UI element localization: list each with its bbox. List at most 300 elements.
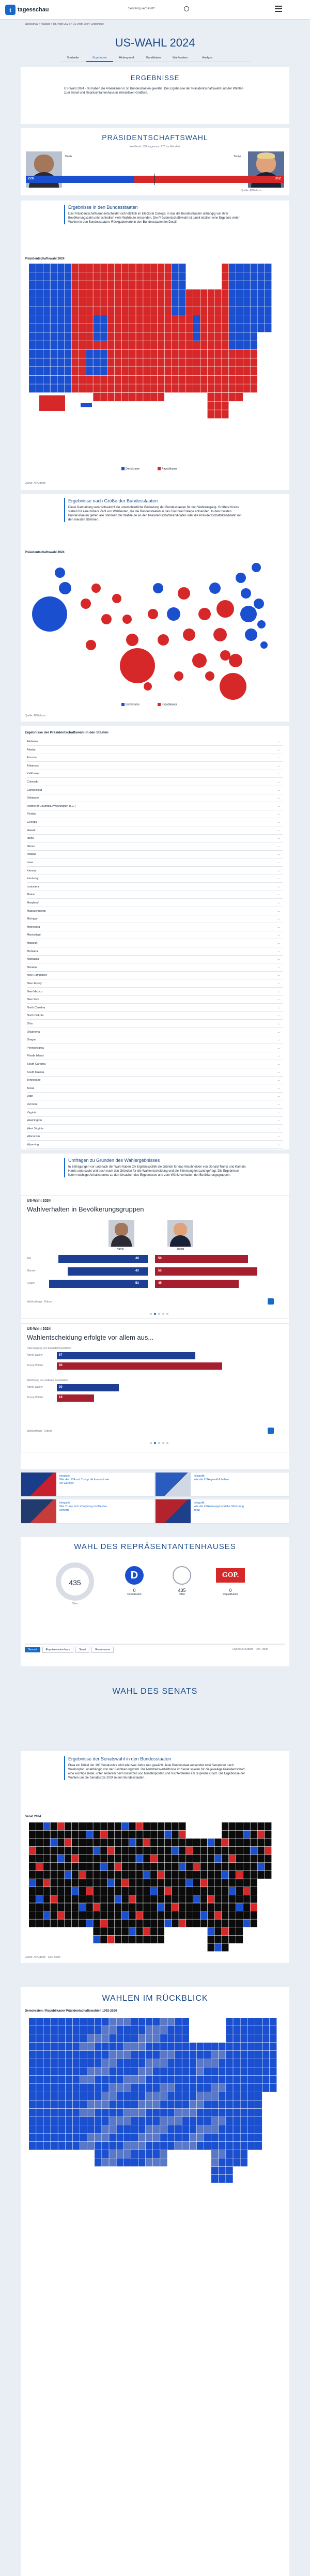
tab-candidates[interactable]: Kandidaten xyxy=(146,56,161,59)
map-tile xyxy=(129,298,136,306)
map-tile xyxy=(179,1855,185,1863)
senate-text: Etwa ein Drittel der 100 Senatssitze wird alle zwei Jahre neu gewählt. Jede Bundesstaat entsendet zwei Senatoren nach Washington, unabhängig von der Bevölkerungszahl. Die Mehrheitsverhältnisse im Senat spielen für die jeweilige Präsidentschaft eine wichtige Rolle, unter anderem beim Besetzen von Ministerposten und Richterstellen am Supreme Court. Die Ergebnisse der Wahlen um die Senatssitze 2024 in den Bundesstaaten. xyxy=(68,1764,245,1780)
state-bubble[interactable] xyxy=(153,583,163,593)
map-tile xyxy=(165,341,172,349)
state-bubble[interactable] xyxy=(192,653,207,668)
state-row[interactable] xyxy=(27,1036,283,1044)
state-bubble[interactable] xyxy=(229,654,242,667)
map-tile xyxy=(36,1831,43,1838)
map-tile xyxy=(102,2051,109,2059)
state-bubble[interactable] xyxy=(101,614,112,624)
state-bubble[interactable] xyxy=(257,620,266,628)
map-tile xyxy=(143,281,150,289)
state-row[interactable] xyxy=(27,883,283,891)
state-bubble[interactable] xyxy=(220,650,230,661)
state-row[interactable] xyxy=(27,1029,283,1036)
map-tile xyxy=(160,2026,167,2034)
pagination-dot[interactable] xyxy=(162,1313,164,1315)
state-row[interactable] xyxy=(27,762,283,770)
state-row[interactable] xyxy=(27,1052,283,1060)
pagination-dot[interactable] xyxy=(166,1313,168,1315)
poll1-row-label: Frauen xyxy=(27,1282,35,1285)
map-tile xyxy=(150,298,157,306)
map-tile xyxy=(51,2076,58,2083)
map-tile xyxy=(165,289,172,298)
state-row[interactable] xyxy=(27,1061,283,1068)
map-tile xyxy=(219,2067,226,2075)
teaser-card[interactable] xyxy=(155,1472,289,1497)
state-row[interactable] xyxy=(27,859,283,867)
map-tile xyxy=(79,1887,86,1895)
state-name: Washington xyxy=(27,1119,42,1123)
house-open-stat: 435 Offen xyxy=(178,1588,186,1596)
map-tile xyxy=(172,281,179,289)
map-tile xyxy=(219,2092,226,2100)
state-row[interactable] xyxy=(27,899,283,907)
map-tile xyxy=(93,341,100,349)
state-row[interactable] xyxy=(27,794,283,802)
pagination-dot[interactable] xyxy=(158,1442,160,1444)
map-tile xyxy=(43,264,50,272)
map-tile xyxy=(182,2026,190,2034)
map-tile xyxy=(165,1920,172,1927)
map-tile xyxy=(240,2051,247,2059)
map1-legend-dem: Demokraten xyxy=(121,467,140,470)
pagination-dot[interactable] xyxy=(154,1313,156,1315)
map-tile xyxy=(124,2117,131,2125)
map-tile xyxy=(100,1911,107,1919)
state-bubble[interactable] xyxy=(241,588,251,599)
map-tile xyxy=(175,2092,182,2100)
map-tile xyxy=(43,341,50,349)
map-tile xyxy=(72,1903,79,1911)
map-tile xyxy=(214,1903,221,1911)
map-tile xyxy=(243,367,250,375)
map-tile xyxy=(214,289,221,298)
trump-electors: 312 xyxy=(275,177,281,180)
state-name: Iowa xyxy=(27,861,33,864)
map-tile xyxy=(262,2067,270,2075)
state-bubble[interactable] xyxy=(252,563,261,572)
map-tile xyxy=(150,1871,157,1879)
map-tile xyxy=(102,2059,109,2067)
state-row[interactable] xyxy=(27,924,283,931)
state-row[interactable] xyxy=(27,940,283,947)
state-row[interactable] xyxy=(27,810,283,818)
map-tile xyxy=(197,2067,204,2075)
state-bubble[interactable] xyxy=(220,673,246,700)
map-tile xyxy=(72,298,79,306)
state-bubble[interactable] xyxy=(32,596,67,632)
map-tile xyxy=(208,367,214,375)
map-tile xyxy=(208,410,214,418)
map-tile xyxy=(100,298,107,306)
map-tile xyxy=(43,2109,51,2117)
map-tile xyxy=(179,332,185,341)
state-bubble[interactable] xyxy=(254,599,264,609)
poll2-value: 67 xyxy=(59,1354,63,1357)
map-tile xyxy=(193,358,200,366)
state-bubble[interactable] xyxy=(178,587,190,600)
map-tile xyxy=(153,2158,160,2166)
map-tile xyxy=(255,2059,262,2067)
tab-start[interactable]: Startseite xyxy=(67,56,79,59)
state-bubble[interactable] xyxy=(122,615,132,624)
state-bubble[interactable] xyxy=(59,582,71,594)
map-tile xyxy=(93,1911,100,1919)
map-tile xyxy=(58,2092,66,2100)
map-tile xyxy=(65,272,71,281)
map-tile xyxy=(226,2134,233,2141)
share-icon-2[interactable] xyxy=(268,1428,274,1434)
search-icon[interactable] xyxy=(184,6,189,11)
map-tile xyxy=(193,384,200,392)
map-tile xyxy=(182,2092,190,2100)
map-tile xyxy=(43,2125,51,2133)
map-tile xyxy=(270,2018,277,2026)
state-row[interactable] xyxy=(27,1004,283,1012)
map-tile xyxy=(251,1895,257,1903)
map-tile xyxy=(255,2076,262,2083)
house-tab[interactable]: Senat xyxy=(75,1647,89,1653)
map-tile xyxy=(136,289,143,298)
state-row[interactable] xyxy=(27,738,283,746)
state-bubble[interactable] xyxy=(112,594,121,603)
state-bubble[interactable] xyxy=(55,568,65,578)
map-tile xyxy=(208,289,214,298)
pagination-dot[interactable] xyxy=(154,1442,156,1444)
map-tile xyxy=(172,324,179,332)
state-bubble[interactable] xyxy=(198,608,211,620)
map-tile xyxy=(43,1863,50,1870)
state-row[interactable] xyxy=(27,843,283,851)
map-tile xyxy=(93,1936,100,1943)
map-tile xyxy=(136,272,143,281)
state-bubble[interactable] xyxy=(120,648,155,683)
map-tile xyxy=(143,1831,150,1838)
state-row[interactable] xyxy=(27,1085,283,1093)
state-bubble[interactable] xyxy=(158,634,169,646)
state-bubble[interactable] xyxy=(183,628,195,641)
map-tile xyxy=(51,367,57,375)
map-tile xyxy=(79,315,86,324)
state-row[interactable] xyxy=(27,754,283,762)
state-row[interactable] xyxy=(27,1020,283,1028)
map-tile xyxy=(211,2092,219,2100)
map-tile xyxy=(66,2051,73,2059)
state-row[interactable] xyxy=(27,972,283,979)
state-bubble[interactable] xyxy=(91,584,101,593)
map-tile xyxy=(251,1863,257,1870)
map-tile xyxy=(129,1863,136,1870)
state-bubble[interactable] xyxy=(260,641,268,649)
state-bubble[interactable] xyxy=(86,640,96,650)
missed-broadcast-link[interactable]: Sendung verpasst? xyxy=(128,7,155,10)
map-tile xyxy=(51,1831,57,1838)
map-tile xyxy=(172,350,179,358)
map-tile xyxy=(222,1927,228,1935)
map-tile xyxy=(102,2100,109,2108)
map-tile xyxy=(150,1831,157,1838)
tab-system[interactable]: Wahlsystem xyxy=(173,56,188,59)
map-tile xyxy=(73,2117,80,2125)
map-tile xyxy=(186,1887,193,1895)
map-tile xyxy=(72,1911,79,1919)
map-tile xyxy=(95,2034,102,2042)
map-tile xyxy=(138,2100,146,2108)
state-row[interactable] xyxy=(27,1117,283,1125)
map-tile xyxy=(136,1895,143,1903)
state-bubble[interactable] xyxy=(174,671,183,681)
map-tile xyxy=(107,350,114,358)
state-name: Nevada xyxy=(27,965,37,969)
map-tile xyxy=(204,2109,211,2117)
state-name: Arizona xyxy=(27,756,37,760)
map-tile xyxy=(193,1895,200,1903)
map-tile xyxy=(86,264,93,272)
state-row[interactable] xyxy=(27,1069,283,1077)
map-tile xyxy=(190,2059,197,2067)
trump-hair xyxy=(257,152,275,159)
state-name: Minnesota xyxy=(27,925,40,929)
state-row[interactable] xyxy=(27,1125,283,1133)
map-tile xyxy=(109,2076,116,2083)
state-row[interactable] xyxy=(27,996,283,1004)
map-tile xyxy=(219,2167,226,2174)
map-tile xyxy=(167,2117,175,2125)
state-row[interactable] xyxy=(27,803,283,810)
map-tile xyxy=(190,2109,197,2117)
state-bubble[interactable] xyxy=(245,628,257,641)
map-tile xyxy=(51,1887,57,1895)
poll2-bar xyxy=(57,1384,119,1391)
map-tile xyxy=(186,384,193,392)
chevron-down-icon: ⌄ xyxy=(277,942,280,945)
state-row[interactable] xyxy=(27,875,283,883)
map-tile xyxy=(172,1822,179,1830)
map-tile xyxy=(107,1871,114,1879)
tagesschau-logo-icon[interactable]: t xyxy=(5,5,16,15)
house-tab[interactable]: Repräsentantenhaus xyxy=(42,1647,73,1653)
map-tile xyxy=(143,324,150,332)
state-name: Vermont xyxy=(27,1103,38,1106)
house-total-label: Sitze xyxy=(72,1602,78,1605)
map-tile xyxy=(214,298,221,306)
map-tile xyxy=(243,1911,250,1919)
map-tile xyxy=(79,1855,86,1863)
map-tile xyxy=(100,289,107,298)
house-tab[interactable]: Gesamt xyxy=(25,1647,40,1652)
state-row[interactable] xyxy=(27,746,283,754)
map-tile xyxy=(243,350,250,358)
map-tile xyxy=(204,2142,211,2150)
state-row[interactable] xyxy=(27,1141,283,1149)
map-tile xyxy=(131,2059,138,2067)
map-tile xyxy=(51,2051,58,2059)
state-row[interactable] xyxy=(27,891,283,899)
state-row[interactable] xyxy=(27,778,283,786)
map-tile xyxy=(211,2059,219,2067)
map-tile xyxy=(129,376,136,384)
map-tile xyxy=(236,1855,243,1863)
map-tile xyxy=(122,1927,129,1935)
map-tile xyxy=(172,1847,179,1854)
map-tile xyxy=(116,2018,123,2026)
map-tile xyxy=(270,2067,277,2075)
map-tile xyxy=(186,1838,193,1846)
map-tile xyxy=(66,2034,73,2042)
share-icon[interactable] xyxy=(268,1298,274,1305)
map-tile xyxy=(86,332,93,341)
state-bubble[interactable] xyxy=(167,607,180,621)
map-tile xyxy=(158,315,164,324)
map-tile xyxy=(100,350,107,358)
map-tile xyxy=(165,384,172,392)
map-tile xyxy=(129,1887,136,1895)
tab-results[interactable]: Ergebnisse xyxy=(86,55,113,62)
map-tile xyxy=(265,1831,271,1838)
map-tile xyxy=(229,1927,236,1935)
house-total: 435 xyxy=(69,1578,81,1587)
state-row[interactable] xyxy=(27,1077,283,1084)
state-row[interactable] xyxy=(27,915,283,923)
map1-source: Quelle: AP/Edison xyxy=(25,482,46,485)
map-tile xyxy=(200,1838,207,1846)
state-row[interactable] xyxy=(27,770,283,778)
state-bubble[interactable] xyxy=(81,599,91,609)
state-row[interactable] xyxy=(27,980,283,988)
state-row[interactable] xyxy=(27,867,283,875)
state-row[interactable] xyxy=(27,931,283,939)
map-tile xyxy=(179,315,185,324)
state-row[interactable] xyxy=(27,835,283,842)
map-tile xyxy=(251,298,257,306)
map-tile xyxy=(122,289,129,298)
pagination-dot[interactable] xyxy=(158,1313,160,1315)
state-row[interactable] xyxy=(27,851,283,858)
map-tile xyxy=(211,2100,219,2108)
map-tile xyxy=(79,264,86,272)
site-name[interactable]: tagesschau xyxy=(18,7,49,13)
map-tile xyxy=(265,1855,271,1863)
state-row[interactable] xyxy=(27,1101,283,1109)
map-tile xyxy=(204,2051,211,2059)
map-tile xyxy=(167,2067,175,2075)
teaser-text xyxy=(194,1501,245,1512)
pagination-dot[interactable] xyxy=(150,1442,152,1444)
map-tile xyxy=(243,358,250,366)
map-tile xyxy=(131,2134,138,2141)
map-tile xyxy=(93,1847,100,1854)
state-bubble[interactable] xyxy=(236,573,246,583)
map-tile xyxy=(257,1863,264,1870)
map-tile xyxy=(136,384,143,392)
state-row[interactable] xyxy=(27,956,283,963)
map-tile xyxy=(175,2117,182,2125)
map-tile xyxy=(143,289,150,298)
poll2-pagination[interactable] xyxy=(150,1442,171,1445)
map-tile xyxy=(87,2067,95,2075)
map-tile xyxy=(208,324,214,332)
state-row[interactable] xyxy=(27,819,283,826)
state-row[interactable] xyxy=(27,1133,283,1141)
state-bubble[interactable] xyxy=(148,609,158,619)
map-tile xyxy=(29,2142,36,2150)
map-tile xyxy=(143,1920,150,1927)
map-tile xyxy=(51,2117,58,2125)
state-bubble[interactable] xyxy=(209,582,221,594)
map-tile xyxy=(200,367,207,375)
map-tile xyxy=(109,2117,116,2125)
map-tile xyxy=(79,350,86,358)
map-tile xyxy=(153,2092,160,2100)
state-row[interactable] xyxy=(27,1045,283,1052)
breadcrumb[interactable]: tagesschau > Ausland > US-Wahl 2024 > US-Wahl 2024: Ergebnisse xyxy=(25,23,104,26)
map-tile xyxy=(86,1838,93,1846)
state-row[interactable] xyxy=(27,787,283,794)
map-tile xyxy=(72,1847,79,1854)
tab-background[interactable]: Hintergrund xyxy=(119,56,134,59)
map-tile xyxy=(265,1863,271,1870)
state-bubble[interactable] xyxy=(126,634,138,646)
tab-analysis[interactable]: Analyse xyxy=(202,56,212,59)
map-tile xyxy=(262,2043,270,2050)
pagination-dot[interactable] xyxy=(166,1442,168,1444)
map-tile xyxy=(65,1847,71,1854)
map-tile xyxy=(160,2034,167,2042)
state-name: Louisiana xyxy=(27,885,39,888)
map-tile xyxy=(109,2134,116,2141)
poll1-row-label: Männer xyxy=(27,1269,36,1272)
poll1-pagination[interactable] xyxy=(150,1313,171,1316)
state-row[interactable] xyxy=(27,1012,283,1020)
map-tile xyxy=(43,2142,51,2150)
pagination-dot[interactable] xyxy=(150,1313,152,1315)
state-bubble[interactable] xyxy=(205,671,214,681)
state-bubble[interactable] xyxy=(216,600,234,618)
state-row[interactable] xyxy=(27,908,283,915)
map-tile xyxy=(57,1903,64,1911)
map-tile xyxy=(116,2100,123,2108)
poll1-rep-bar xyxy=(155,1255,248,1263)
teaser-card[interactable] xyxy=(155,1499,289,1524)
map-tile xyxy=(115,332,121,341)
map-tile xyxy=(229,306,236,315)
map-tile xyxy=(29,2125,36,2133)
teaser-card[interactable] xyxy=(21,1499,155,1524)
state-row[interactable] xyxy=(27,1109,283,1117)
state-bubble[interactable] xyxy=(144,682,152,691)
pagination-dot[interactable] xyxy=(162,1442,164,1444)
state-bubble[interactable] xyxy=(240,606,257,622)
map-tile xyxy=(115,1895,121,1903)
map-tile xyxy=(236,1903,243,1911)
state-name: South Dakota xyxy=(27,1070,44,1074)
teaser-card[interactable] xyxy=(21,1472,155,1497)
state-row[interactable] xyxy=(27,1093,283,1100)
state-bubble[interactable] xyxy=(213,628,227,641)
menu-icon[interactable] xyxy=(275,6,282,12)
state-row[interactable] xyxy=(27,827,283,835)
map-tile xyxy=(65,1863,71,1870)
state-row[interactable] xyxy=(27,964,283,972)
state-name: New Mexico xyxy=(27,990,42,993)
map-tile xyxy=(86,367,93,375)
state-row[interactable] xyxy=(27,988,283,996)
map-tile xyxy=(200,341,207,349)
house-tab[interactable]: Gouverneure xyxy=(91,1647,114,1653)
state-row[interactable] xyxy=(27,948,283,956)
